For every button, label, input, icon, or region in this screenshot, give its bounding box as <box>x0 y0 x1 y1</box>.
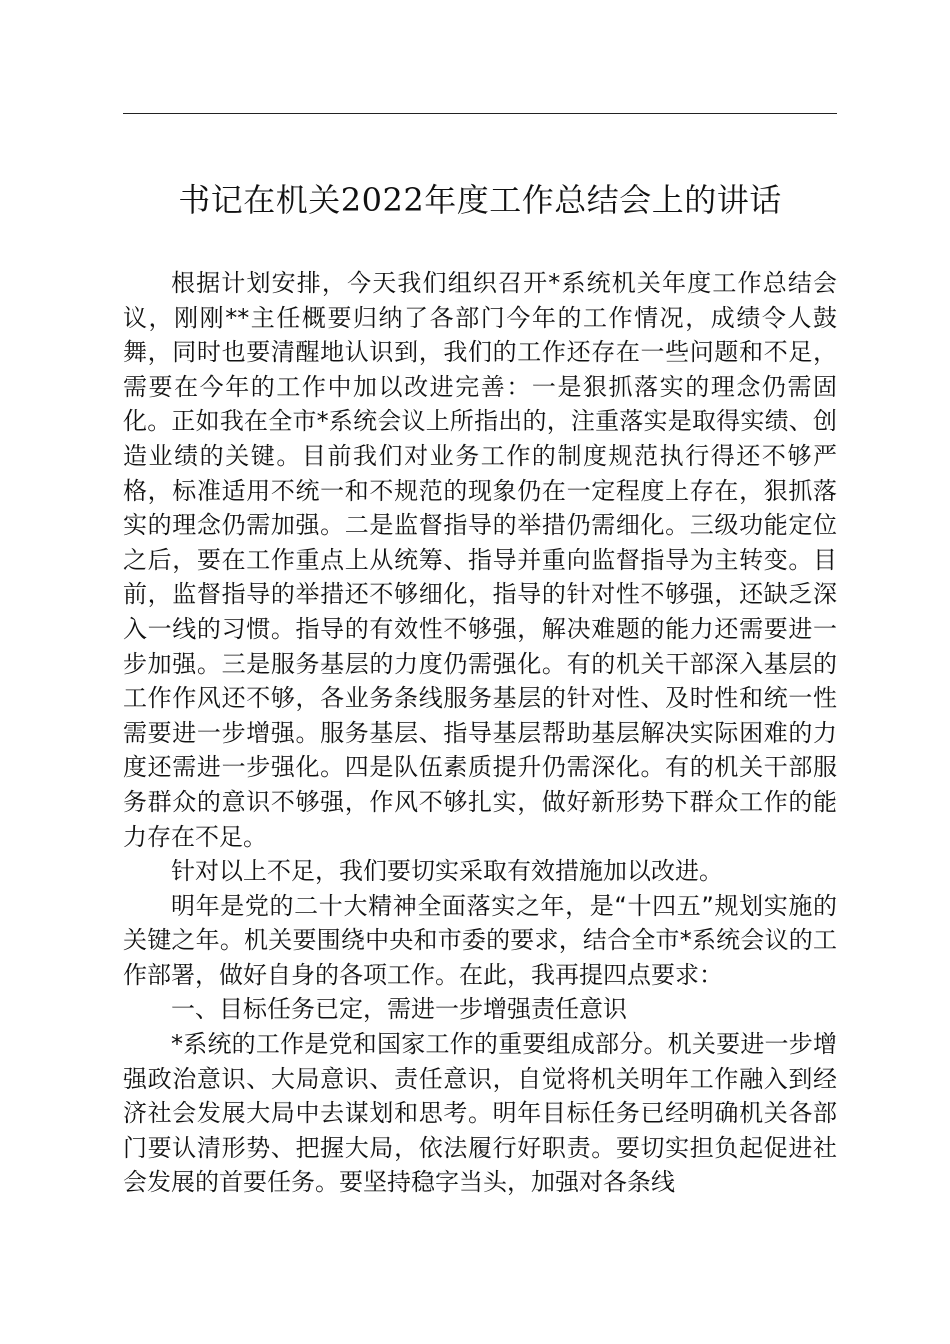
paragraph-section-1: *系统的工作是党和国家工作的重要组成部分。机关要进一步增强政治意识、大局意识、责任意识，自觉将机关明年工作融入到经济社会发展大局中去谋划和思考。明年目标任务已经明确机关各部门要认清形势、把握大局，依法履行好职责。要切实担负起促进社会发展的首要任务。要坚持稳字当头，加强对各条线 <box>123 1030 837 1197</box>
paragraph-improvement: 针对以上不足，我们要切实采取有效措施加以改进。 <box>171 857 723 886</box>
document-body <box>123 266 837 1200</box>
paragraph-intro: 根据计划安排，今天我们组织召开*系统机关年度工作总结会议，刚刚**主任概要归纳了各部门今年的工作情况，成绩令人鼓舞，同时也要清醒地认识到，我们的工作还存在一些问题和不足，需要在今年的工作中加以改进完善：一是狠抓落实的理念仍需固化。正如我在全市*系统会议上所指出的，注重落实是取得实绩、创造业绩的关键。目前我们对业务工作的制度规范执行得还不够严格，标准适用不统一和不规范的现象仍在一定程度上存在，狠抓落实的理念仍需加强。二是监督指导的举措仍需细化。三级功能定位之后，要在工作重点上从统筹、指导并重向监督指导为主转变。目前，监督指导的举措还不够细化，指导的针对性不够强，还缺乏深入一线的习惯。指导的有效性不够强，解决难题的能力还需要进一步加强。三是服务基层的力度仍需强化。有的机关干部深入基层的工作作风还不够，各业务条线服务基层的针对性、及时性和统一性需要进一步增强。服务基层、指导基层帮助基层解决实际困难的力度还需进一步强化。四是队伍素质提升仍需深化。有的机关干部服务群众的意识不够强，作风不够扎实，做好新形势下群众工作的能力存在不足。 <box>123 269 837 851</box>
paragraph-next-year: 明年是党的二十大精神全面落实之年，是“十四五”规划实施的关键之年。机关要围绕中央和市委的要求，结合全市*系统会议的工作部署，做好自身的各项工作。在此，我再提四点要求： <box>123 891 837 989</box>
document-title: 书记在机关2022年度工作总结会上的讲话 <box>178 181 782 219</box>
header-rule <box>123 113 837 114</box>
section-heading-1: 一、目标任务已定，需进一步增强责任意识 <box>171 995 627 1024</box>
